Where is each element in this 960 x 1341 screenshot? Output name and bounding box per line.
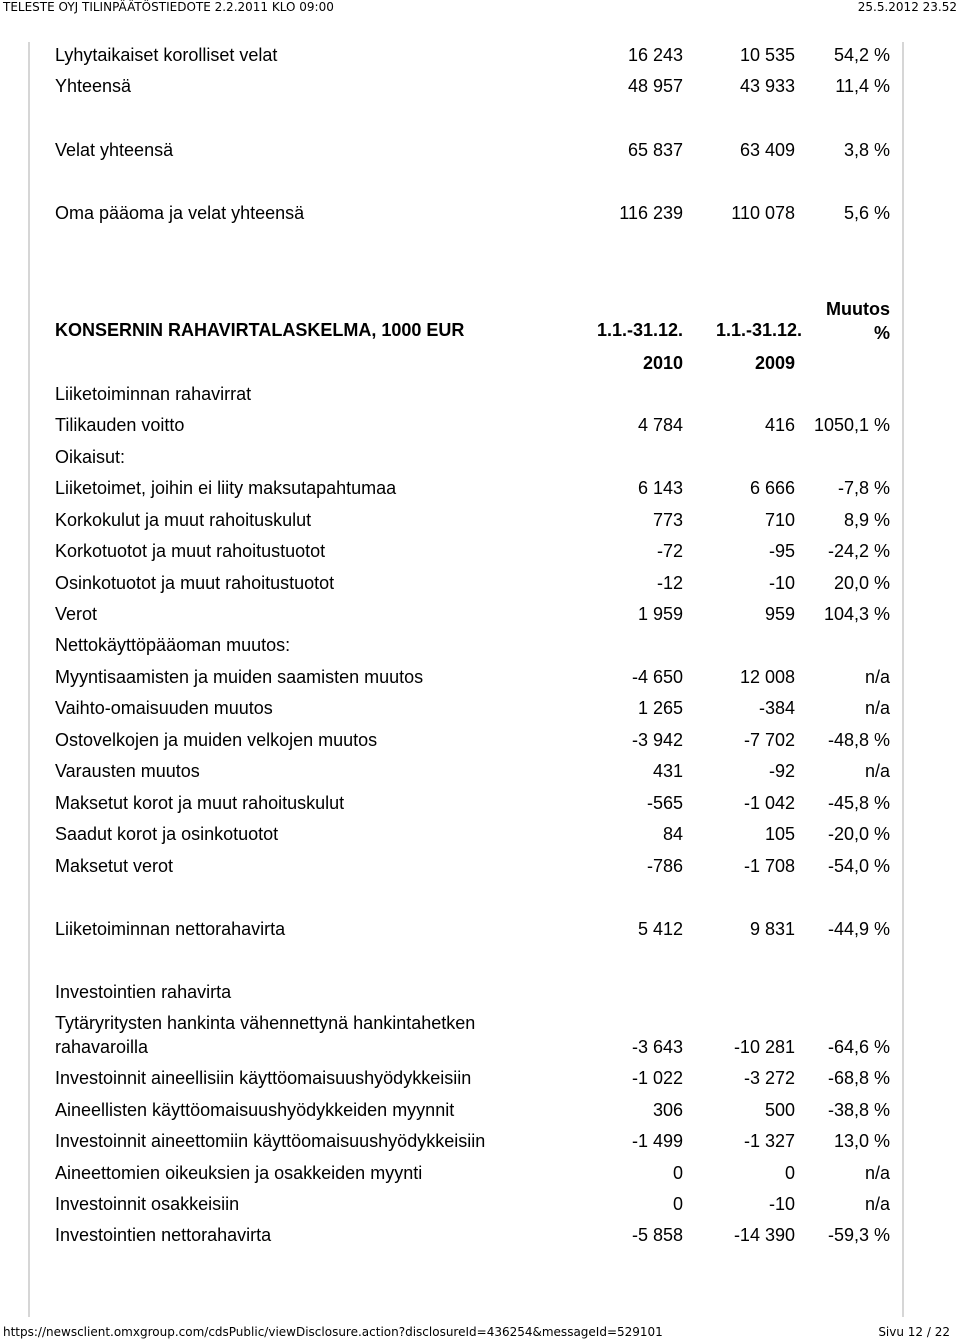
row-label: Saadut korot ja osinkotuotot	[55, 824, 279, 844]
table-row	[55, 760, 895, 782]
change-header-line1: Muutos	[826, 299, 890, 319]
row-label: rahavaroilla	[55, 1037, 149, 1057]
document-title: TELESTE OYJ TILINPÄÄTÖSTIEDOTE 2.2.2011 KLO 09:00	[3, 0, 334, 14]
value-2010: 116 239	[619, 203, 683, 223]
row-label: Korkotuotot ja muut rahoitustuotot	[55, 541, 326, 561]
section-title: KONSERNIN RAHAVIRTALASKELMA, 1000 EUR	[55, 320, 465, 340]
subsection-heading	[55, 446, 895, 468]
value-2010: -3 643	[631, 1037, 683, 1057]
row-label: Aineettomien oikeuksien ja osakkeiden myynti	[55, 1163, 423, 1183]
row-label: Oma pääoma ja velat yhteensä	[55, 203, 305, 223]
value-2010: 5 412	[637, 919, 683, 939]
table-row	[55, 1067, 895, 1089]
table-row	[55, 540, 895, 562]
row-label: Korkokulut ja muut rahoituskulut	[55, 510, 312, 530]
value-2009: -1 042	[743, 793, 795, 813]
value-2010: 306	[652, 1100, 683, 1120]
change-percent: -64,6 %	[827, 1037, 890, 1057]
row-label: Velat yhteensä	[55, 140, 174, 160]
table-row	[55, 202, 895, 224]
row-label: Tytäryritysten hankinta vähennettynä hankintahetken	[55, 1013, 476, 1033]
value-2009: 6 666	[749, 478, 795, 498]
change-percent: 3,8 %	[843, 140, 890, 160]
value-2010: 65 837	[627, 140, 683, 160]
value-2010: 48 957	[627, 76, 683, 96]
source-url: https://newsclient.omxgroup.com/cdsPublic/viewDisclosure.action?disclosureId=436254&messageId=529101	[3, 1325, 663, 1339]
value-2010: 431	[652, 761, 683, 781]
value-2010: -4 650	[631, 667, 683, 687]
table-row	[55, 1099, 895, 1121]
row-label: Maksetut verot	[55, 856, 174, 876]
print-timestamp: 25.5.2012 23.52	[857, 0, 957, 14]
pdf-footer	[0, 1325, 960, 1339]
value-2010: -1 022	[631, 1068, 683, 1088]
row-label: Investointien nettorahavirta	[55, 1225, 272, 1245]
value-2010: -1 499	[631, 1131, 683, 1151]
row-label: Investoinnit osakkeisiin	[55, 1194, 240, 1214]
change-percent: 13,0 %	[833, 1131, 890, 1151]
value-2009: -14 390	[733, 1225, 795, 1245]
row-label: Ostovelkojen ja muiden velkojen muutos	[55, 730, 378, 750]
row-label: Osinkotuotot ja muut rahoitustuotot	[55, 573, 335, 593]
table-row	[55, 75, 895, 97]
change-percent: n/a	[864, 761, 890, 781]
change-percent: -68,8 %	[827, 1068, 890, 1088]
value-2009: 110 078	[731, 203, 795, 223]
value-2009: -10	[768, 573, 795, 593]
row-label: Aineellisten käyttöomaisuushyödykkeiden myynnit	[55, 1100, 455, 1120]
row-label: Investoinnit aineellisiin käyttöomaisuushyödykkeisiin	[55, 1068, 472, 1088]
table-row	[55, 729, 895, 751]
change-percent: 5,6 %	[843, 203, 890, 223]
table-row	[55, 1036, 895, 1058]
change-percent: n/a	[864, 667, 890, 687]
value-2009: 9 831	[749, 919, 795, 939]
cashflow-header-row	[55, 319, 895, 341]
row-label: Investointien rahavirta	[55, 982, 232, 1002]
change-header-line2: %	[873, 323, 890, 343]
row-label: Tilikauden voitto	[55, 415, 185, 435]
value-2010: 773	[652, 510, 683, 530]
row-label: Lyhytaikaiset korolliset velat	[55, 45, 278, 65]
row-label: Liiketoimet, joihin ei liity maksutapahtumaa	[55, 478, 397, 498]
change-percent: 20,0 %	[833, 573, 890, 593]
table-row	[55, 1162, 895, 1184]
value-2010: 0	[672, 1194, 683, 1214]
table-row	[55, 792, 895, 814]
value-2010: -12	[656, 573, 683, 593]
table-row	[55, 697, 895, 719]
year-2010: 2010	[642, 353, 683, 373]
value-2010: 16 243	[627, 45, 683, 65]
period-2009: 1.1.-31.12.	[715, 320, 802, 340]
total-row	[55, 918, 895, 940]
value-2009: -10 281	[733, 1037, 795, 1057]
change-percent: 54,2 %	[833, 45, 890, 65]
change-percent: -38,8 %	[827, 1100, 890, 1120]
change-percent: 11,4 %	[835, 76, 890, 96]
value-2009: 500	[764, 1100, 795, 1120]
table-row	[55, 44, 895, 66]
value-2009: 63 409	[739, 140, 795, 160]
page-number: Sivu 12 / 22	[878, 1325, 950, 1339]
change-percent: -48,8 %	[827, 730, 890, 750]
table-row	[55, 823, 895, 845]
subsection-heading	[55, 634, 895, 656]
total-row	[55, 1224, 895, 1246]
table-row	[55, 666, 895, 688]
value-2009: 416	[764, 415, 795, 435]
value-2010: 1 959	[637, 604, 683, 624]
row-label: Liiketoiminnan nettorahavirta	[55, 919, 286, 939]
row-label: Investoinnit aineettomiin käyttöomaisuushyödykkeisiin	[55, 1131, 486, 1151]
value-2010: -3 942	[631, 730, 683, 750]
table-row	[55, 1130, 895, 1152]
value-2009: -1 708	[743, 856, 795, 876]
table-row	[55, 414, 895, 436]
change-percent: -7,8 %	[837, 478, 890, 498]
value-2009: -1 327	[743, 1131, 795, 1151]
row-label: Yhteensä	[55, 76, 132, 96]
value-2009: 105	[764, 824, 795, 844]
value-2010: 84	[662, 824, 683, 844]
row-label: Verot	[55, 604, 98, 624]
change-percent: 104,3 %	[823, 604, 890, 624]
value-2009: 0	[784, 1163, 795, 1183]
section-heading	[55, 383, 895, 405]
row-label: Vaihto-omaisuuden muutos	[55, 698, 273, 718]
change-percent: -20,0 %	[827, 824, 890, 844]
year-2009: 2009	[754, 353, 795, 373]
row-label: Oikaisut:	[55, 447, 126, 467]
value-2009: 710	[764, 510, 795, 530]
value-2010: -786	[646, 856, 683, 876]
value-2009: -7 702	[743, 730, 795, 750]
value-2010: 6 143	[637, 478, 683, 498]
year-header-row	[55, 352, 895, 374]
table-row-continued	[55, 1012, 895, 1034]
change-percent: 1050,1 %	[813, 415, 890, 435]
table-row	[55, 572, 895, 594]
change-percent: -59,3 %	[827, 1225, 890, 1245]
row-label: Liiketoiminnan rahavirrat	[55, 384, 252, 404]
change-percent: n/a	[864, 698, 890, 718]
change-percent: n/a	[864, 1194, 890, 1214]
table-row	[55, 509, 895, 531]
change-percent: -24,2 %	[827, 541, 890, 561]
value-2009: -10	[768, 1194, 795, 1214]
value-2009: -92	[768, 761, 795, 781]
section-heading	[55, 981, 895, 1003]
period-2010: 1.1.-31.12.	[596, 320, 683, 340]
row-label: Maksetut korot ja muut rahoituskulut	[55, 793, 345, 813]
value-2009: 10 535	[739, 45, 795, 65]
change-percent: -54,0 %	[827, 856, 890, 876]
row-label: Nettokäyttöpääoman muutos:	[55, 635, 291, 655]
value-2009: 43 933	[739, 76, 795, 96]
value-2009: -3 272	[743, 1068, 795, 1088]
value-2010: 0	[672, 1163, 683, 1183]
pdf-header	[0, 0, 960, 14]
table-row	[55, 139, 895, 161]
table-row	[55, 855, 895, 877]
row-label: Varausten muutos	[55, 761, 200, 781]
change-column-header	[800, 297, 890, 345]
value-2009: 959	[764, 604, 795, 624]
value-2009: 12 008	[739, 667, 795, 687]
value-2010: -565	[646, 793, 683, 813]
value-2010: -72	[656, 541, 683, 561]
value-2010: 4 784	[637, 415, 683, 435]
change-percent: n/a	[864, 1163, 890, 1183]
table-row	[55, 603, 895, 625]
value-2009: -384	[758, 698, 795, 718]
change-percent: -44,9 %	[827, 919, 890, 939]
row-label: Myyntisaamisten ja muiden saamisten muutos	[55, 667, 424, 687]
table-row	[55, 1193, 895, 1215]
change-percent: -45,8 %	[827, 793, 890, 813]
table-row	[55, 477, 895, 499]
value-2009: -95	[768, 541, 795, 561]
value-2010: -5 858	[631, 1225, 683, 1245]
value-2010: 1 265	[637, 698, 683, 718]
change-percent: 8,9 %	[843, 510, 890, 530]
